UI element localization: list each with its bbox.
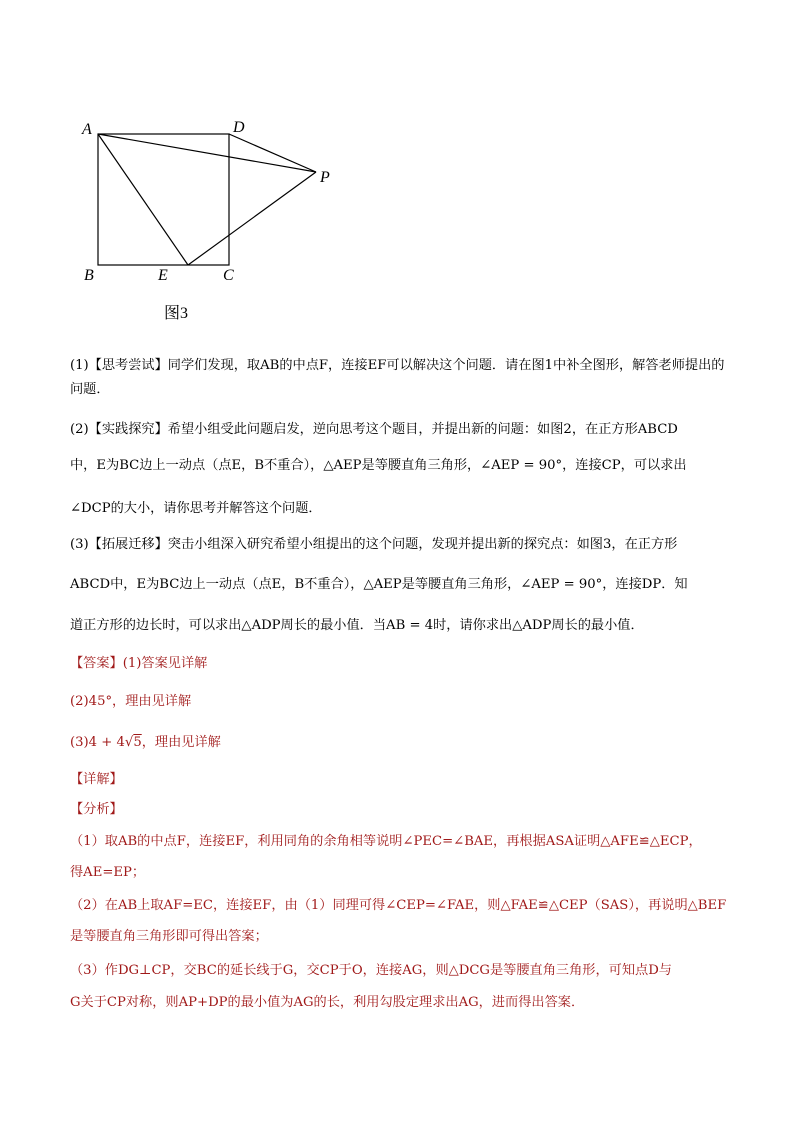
answer-3-radicand: 5 <box>133 735 142 750</box>
question-3-line-3: 道正方形的边长时，可以求出△ADP周长的最小值．当AB = 4时，请你求出△ADP周长的最小值． <box>70 618 644 633</box>
geometry-figure-3 <box>70 110 360 340</box>
answer-3 <box>70 731 730 755</box>
label-b: B <box>84 267 94 284</box>
answer-tag: 【答案】 <box>70 656 123 671</box>
figure-caption: 图3 <box>164 305 189 322</box>
analysis-3-line-2: G关于CP对称，则AP+DP的最小值为AG的长，利用勾股定理求出AG，进而得出答案． <box>70 995 585 1010</box>
label-d: D <box>233 119 245 136</box>
square-abcd-diagram <box>70 110 360 340</box>
question-1: (1)【思考尝试】同学们发现，取AB的中点F，连接EF可以解决这个问题．请在图1中补全图形，解答老师提出的问题． <box>70 358 725 397</box>
analysis-tag: 【分析】 <box>70 802 123 817</box>
detail-tag: 【详解】 <box>70 772 123 787</box>
question-2-line-1: (2)【实践探究】希望小组受此问题启发，逆向思考这个题目，并提出新的问题：如图2，在正方形ABCD <box>70 422 678 437</box>
label-p: P <box>320 169 330 186</box>
answer-line-1 <box>70 652 730 676</box>
question-3-line-1: (3)【拓展迁移】突击小组深入研究希望小组提出的这个问题，发现并提出新的探究点：如图3，在正方形 <box>70 537 678 552</box>
analysis-3-line-1: （3）作DG⊥CP，交BC的延长线于G，交CP于O，连接AG，则△DCG是等腰直角三角形，可知点D与 <box>70 963 672 978</box>
label-e: E <box>158 267 168 284</box>
segment-ep <box>188 172 316 265</box>
segment-ae <box>98 134 188 265</box>
answer-3-suffix: ，理由见详解 <box>141 735 221 750</box>
answer-1: (1)答案见详解 <box>122 656 208 671</box>
analysis-2-line-2: 是等腰直角三角形即可得出答案； <box>70 929 268 944</box>
sqrt-symbol: √ <box>124 735 134 750</box>
analysis-2-line-1: （2）在AB上取AF=EC，连接EF，由（1）同理可得∠CEP=∠FAE，则△FAE≌△CEP（SAS），再说明△BEF <box>70 898 727 913</box>
answer-2: (2)45°，理由见详解 <box>70 694 192 709</box>
label-c: C <box>223 267 234 284</box>
question-3-line-2: ABCD中，E为BC边上一动点（点E，B不重合），△AEP是等腰直角三角形，∠AEP = 90°，连接DP．知 <box>70 577 688 592</box>
analysis-1-line-1: （1）取AB的中点F，连接EF，利用同角的余角相等说明∠PEC=∠BAE，再根据ASA证明△AFE≌△ECP， <box>70 834 702 849</box>
label-a: A <box>82 121 92 138</box>
question-2-line-2: 中，E为BC边上一动点（点E，B不重合），△AEP是等腰直角三角形，∠AEP = 90°，连接CP，可以求出 <box>70 458 687 473</box>
question-2-line-3: ∠DCP的大小，请你思考并解答这个问题． <box>70 501 322 516</box>
answer-3-prefix: (3)4 + 4 <box>70 735 125 750</box>
segment-dp <box>229 134 316 172</box>
analysis-1-line-2: 得AE=EP； <box>70 865 146 880</box>
segment-ap <box>98 134 316 172</box>
